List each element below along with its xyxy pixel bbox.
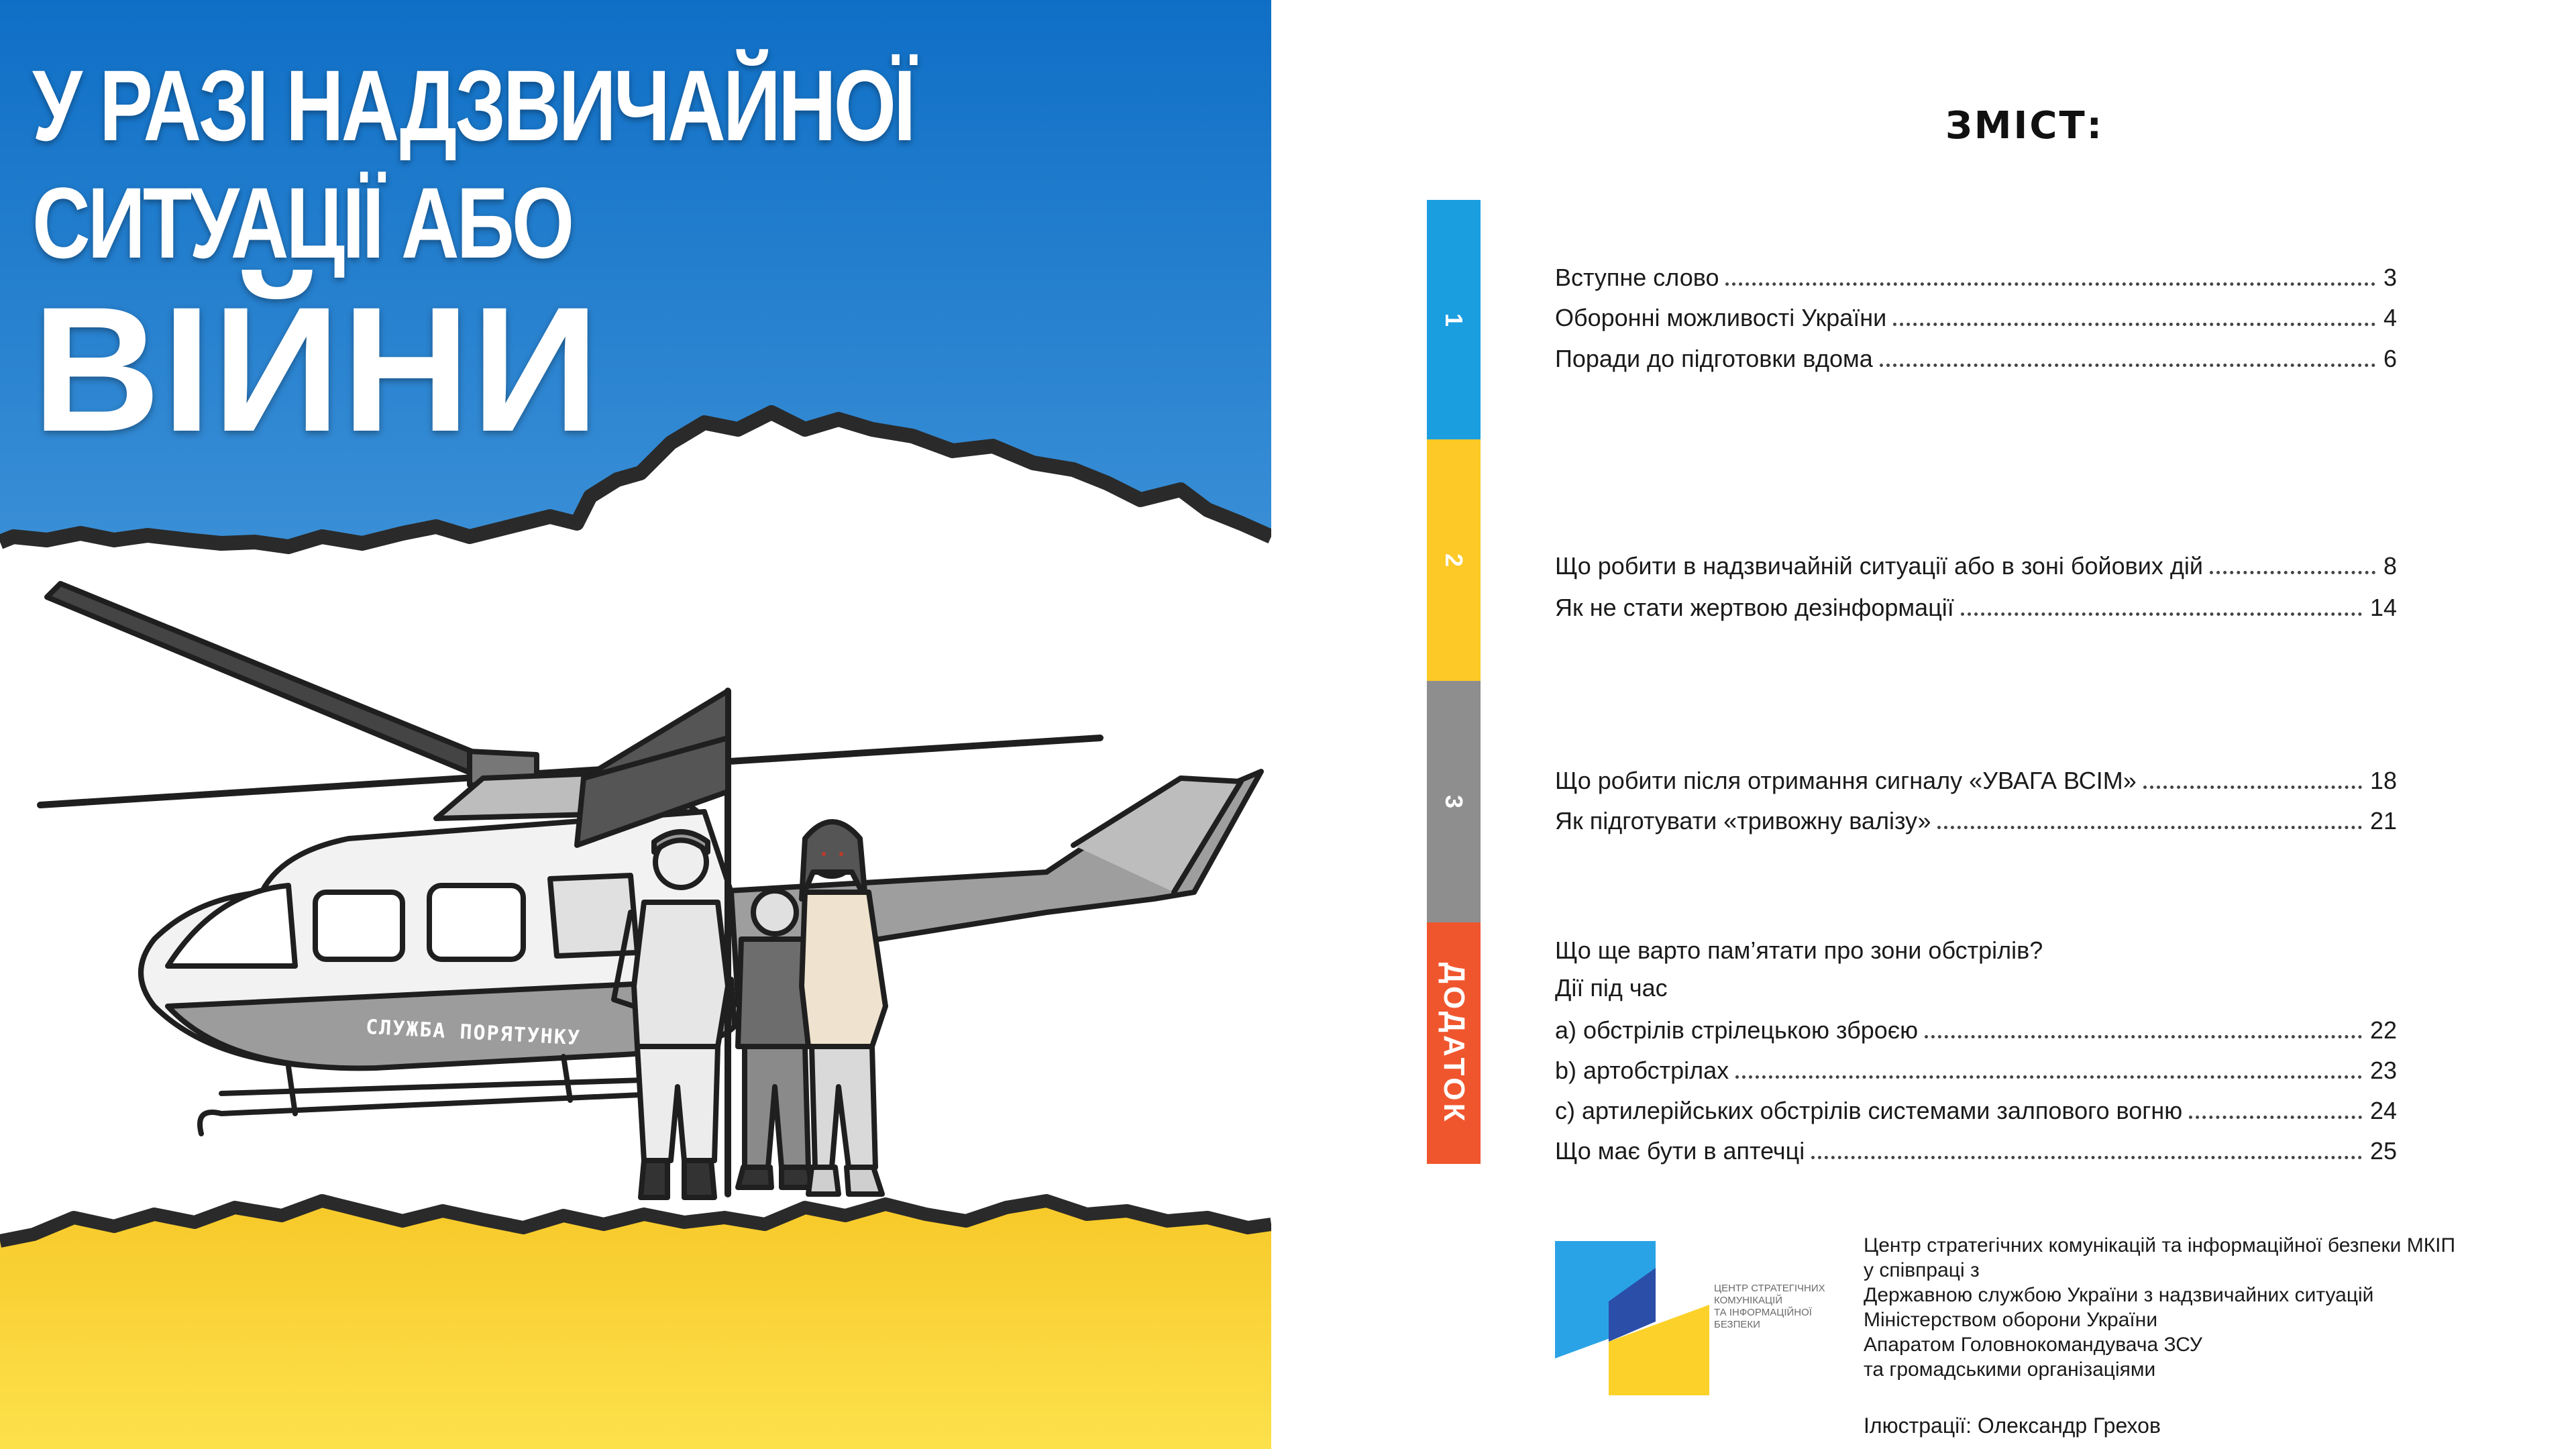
toc-entry-label: b) артобстрілах xyxy=(1555,1057,1729,1084)
rotor-blade xyxy=(47,584,496,778)
toc-entry[interactable] xyxy=(1555,1051,2397,1085)
toc-entry-page: 24 xyxy=(2369,1097,2397,1124)
toc-leader xyxy=(2189,1116,2362,1119)
credits-line: Міністерством оборони України xyxy=(1864,1309,2158,1331)
toc-entry-label: Як підготувати «тривожну валізу» xyxy=(1555,807,1931,835)
toc-entry-label: Що робити в надзвичайній ситуації або в зоні бойових дій xyxy=(1555,552,2203,580)
toc-entry[interactable] xyxy=(1555,1091,2397,1125)
toc-entry-page: 25 xyxy=(2369,1137,2397,1165)
helicopter-label: СЛУЖБА ПОРЯТУНКУ xyxy=(365,1015,582,1051)
toc-leader xyxy=(1725,282,2375,286)
toc-entry-page: 6 xyxy=(2383,345,2397,372)
toc-leader xyxy=(1880,364,2375,367)
toc-entry-label: Вступне слово xyxy=(1555,264,1719,291)
toc-leader xyxy=(2210,571,2375,574)
toc-entry-page: 21 xyxy=(2369,807,2397,835)
toc-entry[interactable] xyxy=(1555,1011,2397,1044)
toc-leader xyxy=(1811,1156,2362,1159)
credits-line: у співпраці з xyxy=(1864,1259,1980,1281)
toc-entry-page: 18 xyxy=(2369,767,2397,794)
toc-entry[interactable] xyxy=(1555,761,2397,795)
toc-entry[interactable] xyxy=(1555,1132,2397,1165)
logo-caption-line: БЕЗПЕКИ xyxy=(1714,1319,1760,1330)
toc-entry[interactable] xyxy=(1555,258,2397,292)
toc-entry-page: 3 xyxy=(2383,264,2397,291)
toc-entry-page: 8 xyxy=(2383,552,2397,580)
credits-block xyxy=(1864,1233,2534,1382)
logo-caption xyxy=(1714,1283,1862,1331)
toc-entry[interactable] xyxy=(1555,588,2397,622)
logo-caption-line: ТА ІНФОРМАЦІЙНОЇ xyxy=(1714,1307,1812,1318)
toc-leader xyxy=(1937,826,2361,829)
toc-entry-label: c) артилерійських обстрілів системами залпового вогню xyxy=(1555,1097,2183,1124)
cover-page xyxy=(0,0,1271,1449)
toc-entry-label: Поради до підготовки вдома xyxy=(1555,345,1873,372)
toc-entry-label: Що робити після отримання сигналу «УВАГА ВСІМ» xyxy=(1555,767,2137,794)
toc-entry-label: Що має бути в аптечці xyxy=(1555,1137,1805,1165)
toc-entry-page: 22 xyxy=(2369,1016,2397,1044)
cover-title-line1: У РАЗІ НАДЗВИЧАЙНОЇ xyxy=(32,49,914,162)
toc-leader xyxy=(2143,786,2362,789)
appendix-subheading: Дії під час xyxy=(1555,974,1668,1002)
toc-entry[interactable] xyxy=(1555,339,2397,373)
tab-label: 2 xyxy=(1440,553,1468,568)
tab-label: 3 xyxy=(1440,794,1468,809)
toc-entry-label: Оборонні можливості України xyxy=(1555,304,1887,331)
section-tab-appendix[interactable] xyxy=(1427,922,1481,1164)
tab-label: ДОДАТОК xyxy=(1438,962,1470,1124)
toc-leader xyxy=(1735,1075,2362,1079)
section-tab-2[interactable] xyxy=(1427,439,1481,681)
toc-entry[interactable] xyxy=(1555,299,2397,332)
toc-leader xyxy=(1961,612,2362,616)
tab-label: 1 xyxy=(1440,313,1468,327)
toc-entry[interactable] xyxy=(1555,547,2397,580)
person-woman xyxy=(802,822,885,1194)
credits-line: Апаратом Головнокомандувача ЗСУ xyxy=(1864,1334,2202,1356)
center-logo-icon xyxy=(1555,1241,1709,1395)
credits-line: Державною службою України з надзвичайних ситуацій xyxy=(1864,1284,2374,1306)
logo-caption-line: ЦЕНТР СТРАТЕГІЧНИХ xyxy=(1714,1283,1825,1294)
appendix-heading: Що ще варто пам’ятати про зони обстрілів? xyxy=(1555,936,2043,964)
illustrations-credit: Ілюстрації: Олександр Грехов xyxy=(1864,1413,2161,1438)
contents-title: ЗМІСТ: xyxy=(1945,104,2104,148)
toc-entry-label: Як не стати жертвою дезінформації xyxy=(1555,594,1954,621)
cover-title-line2: СИТУАЦІЇ АБО xyxy=(32,166,572,279)
toc-entry-page: 23 xyxy=(2369,1057,2397,1084)
section-tab-1[interactable] xyxy=(1427,200,1481,439)
cover-title-line3: ВІЙНИ xyxy=(32,270,601,469)
logo-caption-line: КОМУНІКАЦІЙ xyxy=(1714,1295,1783,1306)
helicopter-illustration xyxy=(0,0,1271,1449)
toc-entry[interactable] xyxy=(1555,802,2397,835)
credits-line: Центр стратегічних комунікацій та інформаційної безпеки МКІП xyxy=(1864,1234,2456,1256)
section-tab-3[interactable] xyxy=(1427,681,1481,922)
toc-leader xyxy=(1925,1035,2362,1038)
credits-line: та громадськими організаціями xyxy=(1864,1358,2156,1381)
toc-entry-page: 4 xyxy=(2383,304,2397,331)
toc-entry-page: 14 xyxy=(2369,594,2397,621)
toc-leader xyxy=(1893,323,2375,326)
toc-entry-label: a) обстрілів стрілецькою зброєю xyxy=(1555,1016,1919,1044)
